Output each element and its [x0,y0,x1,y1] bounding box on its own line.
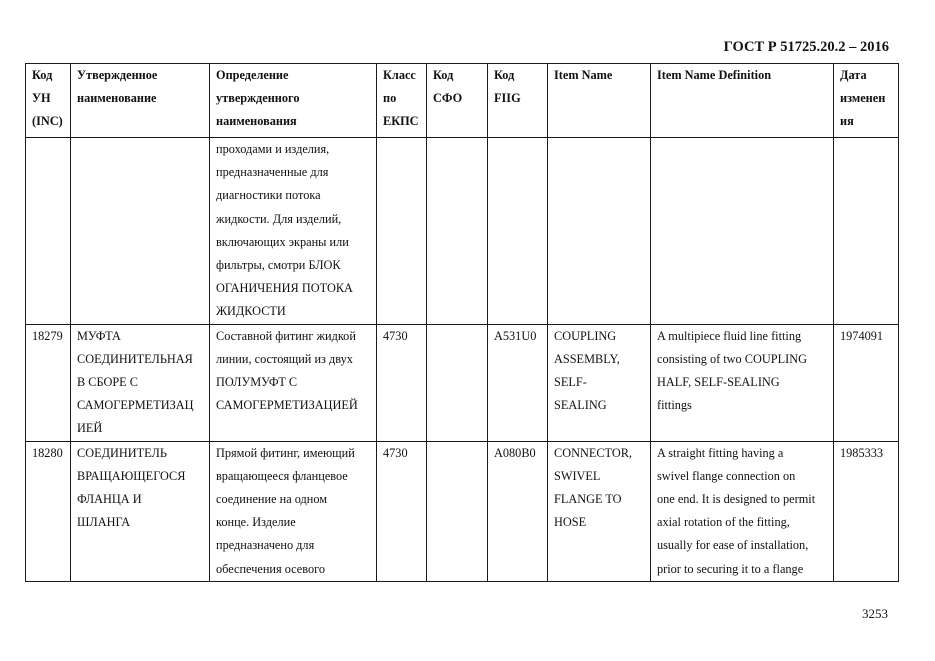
column-header-fiig-code: Код FIIG [488,64,548,138]
cell-change-date: 1974091 [834,324,899,441]
column-header-ekps-class: Класс по ЕКПС [377,64,427,138]
cell-inc: 18279 [26,324,71,441]
cell-ekps-class: 4730 [377,324,427,441]
table-row [26,138,899,325]
cell-sfo-code [427,324,488,441]
column-header-definition: Определение утвержденного наименования [210,64,377,138]
cell-definition: Составной фитинг жидкой линии, состоящий из двух ПОЛУМУФТ С САМОГЕРМЕТИЗАЦИЕЙ [210,324,377,441]
table-row [26,324,899,441]
column-header-item-name-definition: Item Name Definition [651,64,834,138]
cell-change-date [834,138,899,325]
cell-approved-name: МУФТА СОЕДИНИТЕЛЬНАЯ В СБОРЕ С САМОГЕРМЕТИЗАЦ ИЕЙ [71,324,210,441]
cell-sfo-code [427,441,488,581]
cell-definition: Прямой фитинг, имеющий вращающееся фланцевое соединение на одном конце. Изделие предназначено для обеспечения осевого [210,441,377,581]
column-header-sfo-code: Код СФО [427,64,488,138]
cell-change-date: 1985333 [834,441,899,581]
column-header-approved-name: Утвержденное наименование [71,64,210,138]
table-header-row [26,64,899,138]
cell-ekps-class [377,138,427,325]
column-header-item-name: Item Name [548,64,651,138]
page-number: 3253 [862,606,888,621]
cell-approved-name [71,138,210,325]
cell-approved-name: СОЕДИНИТЕЛЬ ВРАЩАЮЩЕГОСЯ ФЛАНЦА И ШЛАНГА [71,441,210,581]
cell-inc: 18280 [26,441,71,581]
cell-inc [26,138,71,325]
cell-item-name: COUPLING ASSEMBLY, SELF- SEALING [548,324,651,441]
cell-sfo-code [427,138,488,325]
cell-ekps-class: 4730 [377,441,427,581]
cell-item-name-definition: A multipiece fluid line fitting consisting of two COUPLING HALF, SELF-SEALING fittings [651,324,834,441]
column-header-change-date: Дата изменен ия [834,64,899,138]
cell-item-name [548,138,651,325]
cell-item-name: CONNECTOR, SWIVEL FLANGE TO HOSE [548,441,651,581]
cell-fiig-code [488,138,548,325]
document-standard-header: ГОСТ Р 51725.20.2 – 2016 [723,39,889,55]
cell-item-name-definition: A straight fitting having a swivel flange connection on one end. It is designed to permit axial rotation of the fitting, usually for ease of installation, prior to securing it to a flange [651,441,834,581]
cell-fiig-code: A080B0 [488,441,548,581]
column-header-inc: Код УН (INC) [26,64,71,138]
cell-item-name-definition [651,138,834,325]
table-row [26,441,899,581]
cell-fiig-code: A531U0 [488,324,548,441]
classification-table [25,63,899,582]
cell-definition: проходами и изделия, предназначенные для диагностики потока жидкости. Для изделий, включающих экраны или фильтры, смотри БЛОК ОГАНИЧЕНИЯ ПОТОКА ЖИДКОСТИ [210,138,377,325]
